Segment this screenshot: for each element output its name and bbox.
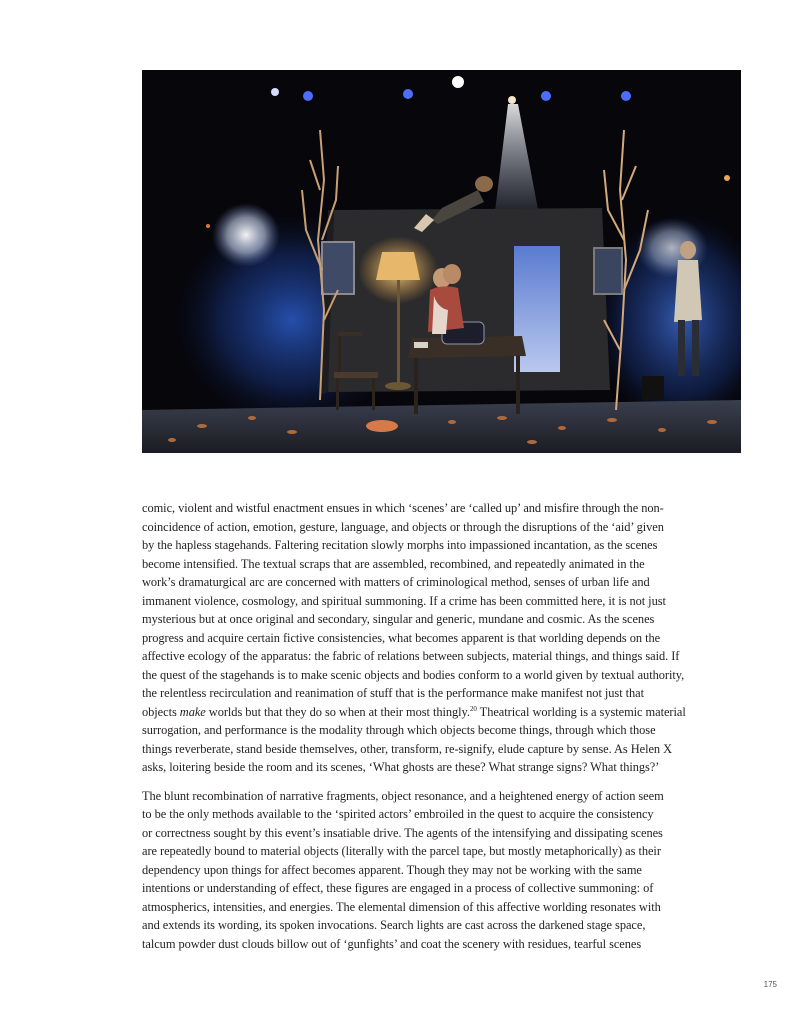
body-text [142,499,746,953]
text-line: coincidence of action, emotion, gesture, language, and objects or through the disruptions of the ‘aid’ given [142,519,664,534]
text-fragment: Theatrical worlding is a systemic material [476,704,686,719]
text-fragment: worlds but that they do so when at their most thingly. [205,704,470,719]
text-line: become intensified. The textual scraps that are assembled, recombined, and repeatedly animated in the [142,556,645,571]
text-line: to be the only methods available to the ‘spirited actors’ embroiled in the quest to acquire the consistency [142,807,654,821]
footnote-marker[interactable]: 20 [469,704,477,713]
window-right [594,248,622,294]
italic-word: make [179,704,206,719]
page-number: 175 [763,980,777,989]
text-line [142,703,746,722]
text-line: The blunt recombination of narrative fragments, object resonance, and a heightened energy of action seem [142,788,664,803]
room-set [320,208,622,394]
smoke-cloud-left [212,203,280,267]
text-line: asks, loitering beside the room and its scenes, ‘What ghosts are these? What strange signs? What things?’ [142,760,660,774]
stage-photograph [142,70,741,453]
text-line: the relentless recirculation and reanimation of stuff that is the performance make manifest not just that [142,686,645,700]
text-line: intentions or understanding of effect, these figures are engaged in a process of collective summoning: of [142,881,654,895]
bucket [642,376,664,400]
text-line: talcum powder dust clouds billow out of ‘gunfights’ and coat the scenery with residues, tearful scenes [142,936,642,951]
text-line: comic, violent and wistful enactment ensues in which ‘scenes’ are ‘called up’ and misfire through the non- [142,501,664,515]
text-line: immanent violence, cosmology, and spiritual summoning. If a crime has been committed here, it is not just [142,593,666,608]
text-line: mysterious but at once original and secondary, singular and generic, mundane and cosmic. As the scenes [142,612,655,626]
text-line: atmospherics, intensities, and energies. The elemental dimension of this affective worlding resonates with [142,899,661,914]
text-line: things reverberate, stand beside themselves, other, transform, re-signify, elude capture by sense. As Helen X [142,741,673,756]
text-line: progress and acquire certain fictive consistencies, what becomes apparent is that worlding depends on the [142,630,661,645]
text-line: dependency upon things for affect becomes apparent. Though they may not be working with the same [142,862,642,877]
text-line: work’s dramaturgical arc are concerned with matters of criminological method, senses of urban life and [142,575,650,589]
paragraph-1 [142,499,746,777]
text-line: and extends its wording, its spoken invocations. Search lights are cast across the darkened stage space, [142,918,646,932]
paragraph-2 [142,787,746,954]
text-line: or correctness sought by this event’s insatiable drive. The agents of the intensifying and dissipating scenes [142,825,663,840]
window-left [322,242,354,294]
text-line: are repeatedly bound to material objects (literally with the parcel tape, but mostly metaphorically) as their [142,844,661,858]
text-line: the quest of the stagehands is to make scenic objects and bodies conform to a world given by textual authority, [142,667,685,682]
stage-photograph-illustration [142,70,741,453]
text-fragment: objects [142,704,180,719]
text-line: by the hapless stagehands. Faltering recitation slowly morphs into impassioned incantation, as the scenes [142,538,658,552]
text-line: surrogation, and performance is the modality through which objects become things, through which those [142,723,656,737]
text-line: affective ecology of the apparatus: the fabric of relations between subjects, material things, and things said. If [142,649,680,663]
